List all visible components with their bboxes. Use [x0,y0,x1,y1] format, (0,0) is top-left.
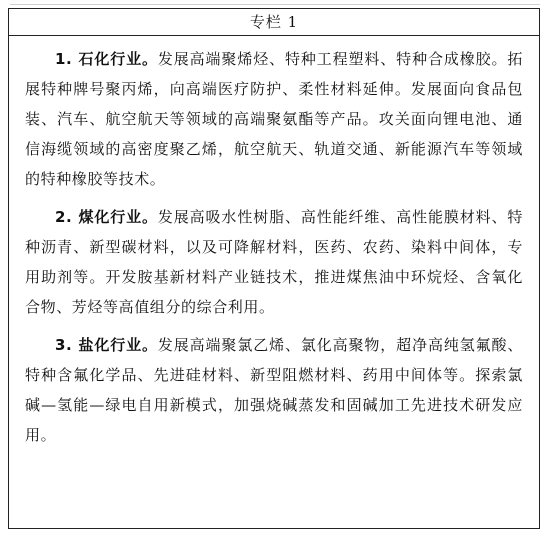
paragraph-text: 发展高吸水性树脂、高性能纤维、高性能膜材料、特种沥青、新型碳材料，以及可降解材料，医药、农药、染料中间体，专用助剂等。开发胺基新材料产业链技术，推进煤焦油中环烷烃、含氧化合物、芳烃等高值组分的综合利用。 [25,208,523,316]
paragraph-petrochemical [25,44,523,194]
top-edge-strip [10,0,540,5]
paragraph-coal-chemical [25,202,523,322]
paragraph-heading: 1. 石化行业。 [55,50,158,68]
paragraph-heading: 3. 盐化行业。 [55,336,158,354]
paragraph-salt-chemical [25,330,523,450]
special-column-box [8,8,540,529]
paragraph-heading: 2. 煤化行业。 [55,208,158,226]
paragraph-text: 发展高端聚烯烃、特种工程塑料、特种合成橡胶。拓展特种牌号聚丙烯，向高端医疗防护、柔性材料延伸。发展面向食品包装、汽车、航空航天等领域的高端聚氨酯等产品。攻关面向锂电池、通信海缆领域的高密度聚乙烯，航空航天、轨道交通、新能源汽车等领域的特种橡胶等技术。 [25,50,523,188]
box-title: 专栏 1 [9,9,539,36]
box-body [9,36,539,450]
paragraph-text: 发展高端聚氯乙烯、氯化高聚物，超净高纯氢氟酸、特种含氟化学品、先进硅材料、新型阻燃材料、药用中间体等。探索氯碱—氢能—绿电自用新模式，加强烧碱蒸发和固碱加工先进技术研发应用。 [25,336,523,444]
